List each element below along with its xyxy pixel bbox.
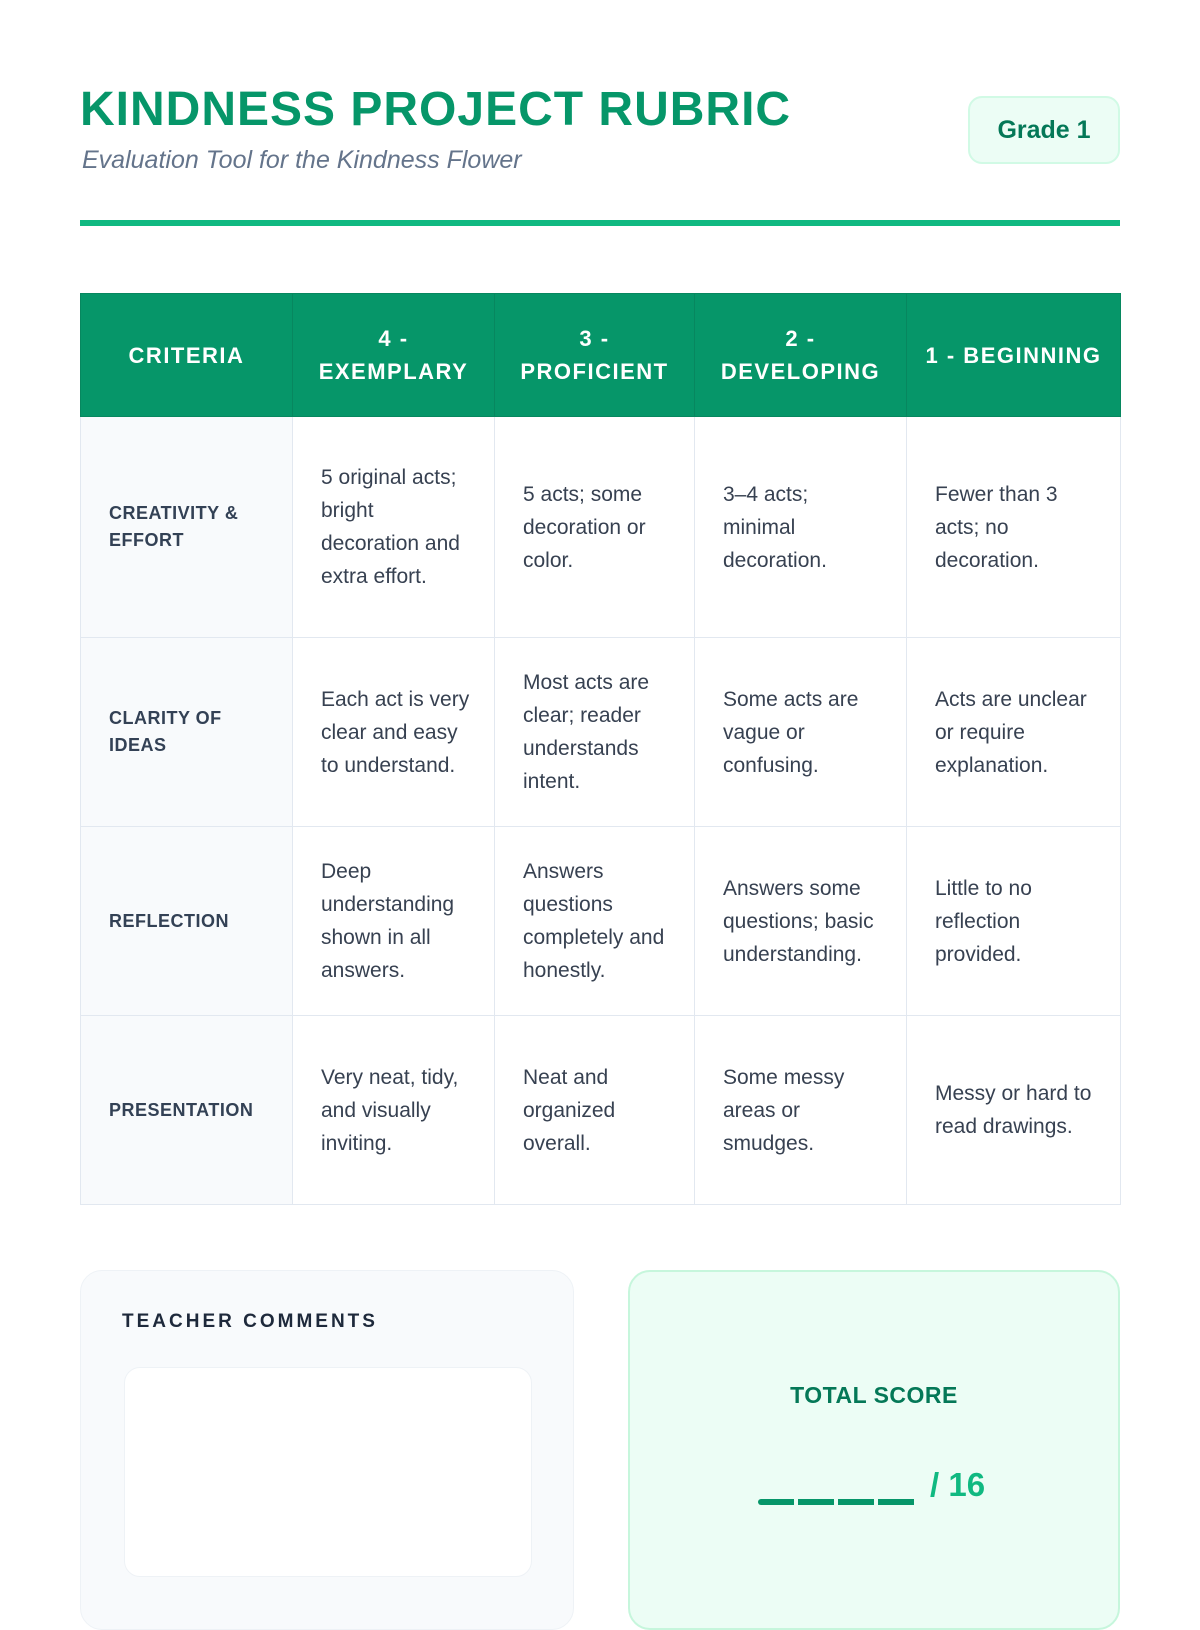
criterion-label: CLARITY OF IDEAS — [81, 638, 293, 827]
column-header-proficient: 3 - PROFICIENT — [495, 294, 695, 417]
rubric-cell: Fewer than 3 acts; no decoration. — [907, 417, 1121, 638]
table-row — [81, 638, 1121, 827]
rubric-cell: Messy or hard to read drawings. — [907, 1016, 1121, 1205]
total-score-label: TOTAL SCORE — [790, 1382, 958, 1408]
rubric-cell: 5 acts; some decoration or color. — [495, 417, 695, 638]
score-total: / 16 — [930, 1466, 986, 1503]
teacher-comments-panel — [80, 1270, 574, 1630]
table-row — [81, 827, 1121, 1016]
rubric-cell: Very neat, tidy, and visually inviting. — [293, 1016, 495, 1205]
rubric-cell: Answers some questions; basic understanding. — [695, 827, 907, 1016]
rubric-cell: Each act is very clear and easy to understand. — [293, 638, 495, 827]
rubric-cell: Most acts are clear; reader understands intent. — [495, 638, 695, 827]
rubric-cell: Answers questions completely and honestly. — [495, 827, 695, 1016]
page-subtitle: Evaluation Tool for the Kindness Flower — [82, 146, 522, 174]
column-header-beginning: 1 - BEGINNING — [907, 294, 1121, 417]
rubric-cell: Little to no reflection provided. — [907, 827, 1121, 1016]
rubric-cell: Some messy areas or smudges. — [695, 1016, 907, 1205]
table-row — [81, 417, 1121, 638]
column-header-developing: 2 - DEVELOPING — [695, 294, 907, 417]
criterion-label: CREATIVITY & EFFORT — [81, 417, 293, 638]
rubric-cell: Deep understanding shown in all answers. — [293, 827, 495, 1016]
rubric-table — [80, 293, 1121, 1205]
score-blank-line[interactable] — [758, 1499, 918, 1505]
rubric-cell: Acts are unclear or require explanation. — [907, 638, 1121, 827]
criterion-label: REFLECTION — [81, 827, 293, 1016]
teacher-comments-field[interactable] — [124, 1367, 532, 1577]
teacher-comments-label: TEACHER COMMENTS — [122, 1311, 378, 1332]
rubric-cell: 5 original acts; bright decoration and extra effort. — [293, 417, 495, 638]
column-header-criteria: CRITERIA — [81, 294, 293, 417]
header-divider — [80, 220, 1120, 226]
rubric-cell: Some acts are vague or confusing. — [695, 638, 907, 827]
criterion-label: PRESENTATION — [81, 1016, 293, 1205]
column-header-exemplary: 4 - EXEMPLARY — [293, 294, 495, 417]
table-row — [81, 1016, 1121, 1205]
rubric-cell: 3–4 acts; minimal decoration. — [695, 417, 907, 638]
total-score-panel — [628, 1270, 1120, 1630]
grade-badge: Grade 1 — [968, 96, 1120, 164]
rubric-cell: Neat and organized overall. — [495, 1016, 695, 1205]
page-title: KINDNESS PROJECT RUBRIC — [80, 83, 792, 136]
header — [80, 80, 1120, 190]
rubric-header-row — [81, 294, 1121, 417]
